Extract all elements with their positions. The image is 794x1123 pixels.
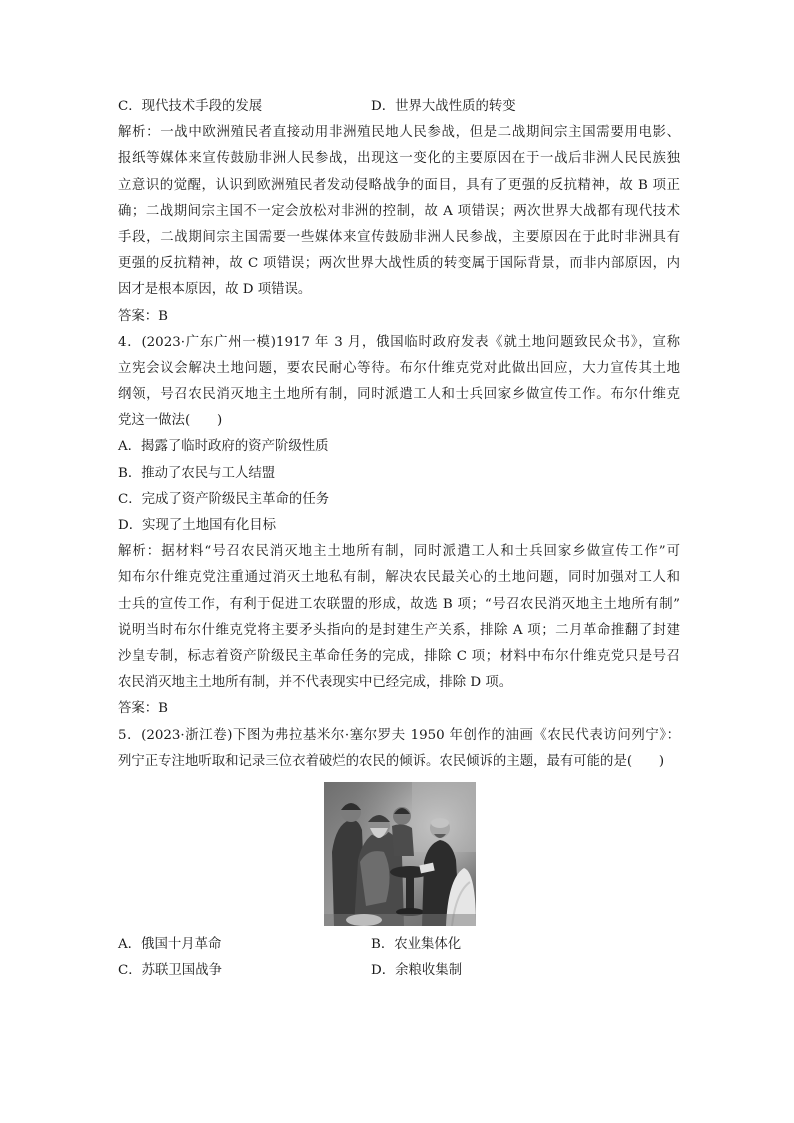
q4-answer: 答案：B xyxy=(118,701,169,717)
q4-option-a: A．揭露了临时政府的资产阶级性质 xyxy=(118,439,329,455)
analysis-line: 更强的反抗精神，故 C 项错误；两次世界大战性质的转变属于国际背景，而非内部原因，内 xyxy=(118,256,680,272)
q5-option-a: A．俄国十月革命 xyxy=(118,936,222,952)
analysis-line: 报纸等媒体来宣传鼓励非洲人民参战，出现这一变化的主要原因在于一战后非洲人民民族独 xyxy=(118,151,680,167)
analysis-line: 沙皇专制，标志着资产阶级民主革命任务的完成，排除 C 项；材料中布尔什维克党只是号召 xyxy=(118,648,680,664)
q4-stem xyxy=(118,330,680,435)
analysis-line: 士兵的宣传工作，有利于促进工农联盟的形成，故选 B 项；“号召农民消灭地主土地所有制” xyxy=(118,596,680,612)
stem-line: 纲领，号召农民消灭地主土地所有制，同时派遣工人和士兵回家乡做宣传工作。布尔什维克 xyxy=(118,387,680,403)
analysis-line: 农民消灭地主土地所有制，并不代表现实中已经完成，排除 D 项。 xyxy=(118,675,513,691)
q5-options-row-2 xyxy=(118,958,680,984)
q4-option-d: D．实现了土地国有化目标 xyxy=(118,518,277,533)
analysis-line: 说明当时布尔什维克党将主要矛头指向的是封建生产关系，排除 A 项；二月革命推翻了封建 xyxy=(118,622,680,638)
painting-figure xyxy=(118,782,680,926)
q4-option-b: B．推动了农民与工人结盟 xyxy=(118,465,276,481)
q3-option-d: D．世界大战性质的转变 xyxy=(371,99,516,114)
q4-options xyxy=(118,434,680,539)
analysis-line: 因才是根本原因，故 D 项错误。 xyxy=(118,282,312,298)
q5-stem xyxy=(118,723,680,775)
q3-option-c: C．现代技术手段的发展 xyxy=(118,99,263,114)
analysis-line: 解析：据材料“号召农民消灭地主土地所有制，同时派遣工人和士兵回家乡做宣传工作”可 xyxy=(118,544,680,560)
stem-line: 立宪会议会解决土地问题，要农民耐心等待。布尔什维克党对此做出回应，大力宣传其土地 xyxy=(118,360,680,376)
q5-options-row-1 xyxy=(118,932,680,958)
analysis-line: 立意识的觉醒，认识到欧洲殖民者发动侵略战争的面目，具有了更强的反抗精神，故 B 项正 xyxy=(118,177,680,193)
q5-option-b: B．农业集体化 xyxy=(371,936,462,952)
document-page xyxy=(118,94,680,984)
stem-line: 4．(2023·广东广州一模)1917 年 3 月，俄国临时政府发表《就土地问题致民众书》，宣称 xyxy=(118,334,680,350)
q4-option-c: C．完成了资产阶级民主革命的任务 xyxy=(118,491,330,507)
q3-options-row xyxy=(118,94,680,120)
q4-analysis xyxy=(118,539,680,696)
stem-line: 5．(2023·浙江卷)下图为弗拉基米尔·塞尔罗夫 1950 年创作的油画《农民代表访问列宁》： xyxy=(118,727,680,743)
analysis-line: 手段，二战期间宗主国需要一些媒体来宣传鼓励非洲人民参战，主要原因在于此时非洲具有 xyxy=(118,229,680,245)
analysis-line: 确；二战期间宗主国不一定会放松对非洲的控制，故 A 项错误；两次世界大战都有现代技术 xyxy=(118,203,680,219)
q5-option-d: D．余粮收集制 xyxy=(371,963,463,979)
q3-analysis xyxy=(118,120,680,303)
analysis-line: 解析：一战中欧洲殖民者直接动用非洲殖民地人民参战，但是二战期间宗主国需要用电影、 xyxy=(118,125,680,141)
stem-line: 列宁正专注地听取和记录三位衣着破烂的农民的倾诉。农民倾诉的主题，最有可能的是( ) xyxy=(118,753,665,769)
q3-answer: 答案：B xyxy=(118,308,169,324)
q5-option-c: C．苏联卫国战争 xyxy=(118,963,222,979)
stem-line: 党这一做法( ) xyxy=(118,413,223,429)
painting-image xyxy=(324,782,476,926)
analysis-line: 知布尔什维克党注重通过消灭土地私有制，解决农民最关心的土地问题，同时加强对工人和 xyxy=(118,570,680,586)
